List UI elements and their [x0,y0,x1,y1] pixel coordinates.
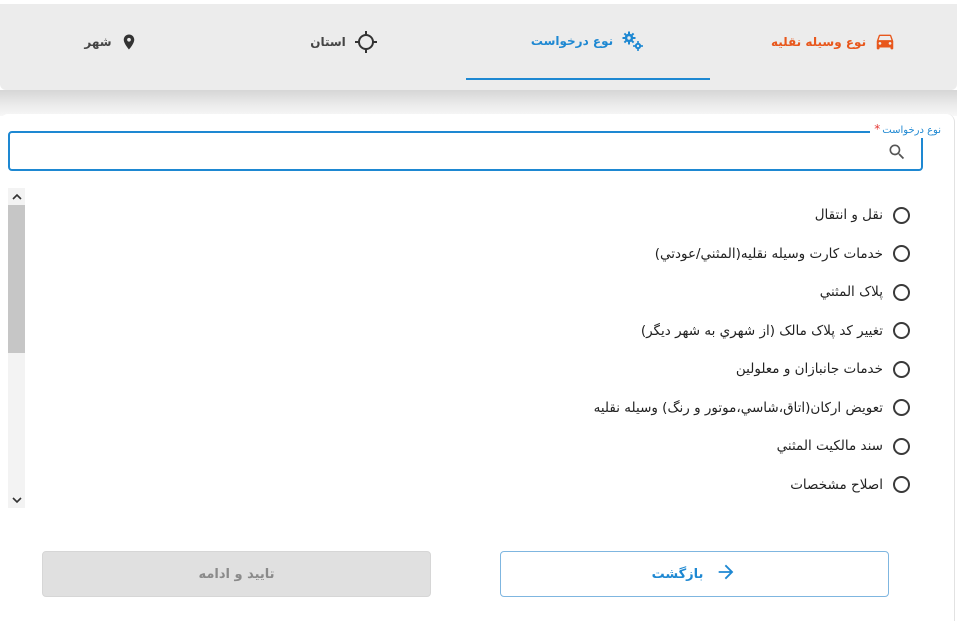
option-label: خدمات جانبازان و معلولين [735,361,883,377]
radio-button[interactable] [893,476,910,493]
tab-label: شهر [84,35,112,49]
tab-vehicle-type[interactable] [710,4,957,80]
crosshair-icon [354,30,378,54]
scroll-down-arrow-icon[interactable] [8,492,25,508]
radio-option[interactable] [820,273,910,311]
search-field[interactable] [8,131,923,171]
search-field-label [870,122,945,138]
option-label: نقل و انتقال [814,207,883,223]
tab-label: نوع درخواست [530,34,614,48]
options-scrollbar[interactable] [8,188,25,508]
option-label: خدمات كارت وسيله نقليه(المثني/عودتي) [654,245,883,262]
stepper-bar [0,4,957,90]
radio-button[interactable] [893,438,910,455]
option-label: تعويض اركان(اتاق،شاسي،موتور و رنگ) وسيله نقليه [593,399,883,416]
tab-province[interactable] [222,4,466,80]
tab-request-type[interactable] [466,4,710,80]
required-mark: * [874,122,881,136]
back-button[interactable] [500,551,889,597]
confirm-continue-button[interactable] [42,551,431,597]
radio-option[interactable] [736,350,910,388]
radio-button[interactable] [893,361,910,378]
gears-icon [621,30,645,52]
radio-option[interactable] [815,196,910,234]
option-label: پلاک المثني [819,284,883,300]
radio-button[interactable] [893,399,910,416]
car-icon [874,31,896,53]
radio-option[interactable] [594,389,910,427]
radio-button[interactable] [893,322,910,339]
map-pin-icon [120,31,138,53]
search-label-text: نوع درخواست [882,125,941,136]
search-input[interactable] [22,135,882,167]
option-label: اصلاح مشخصات [790,476,883,493]
radio-button[interactable] [893,245,910,262]
divider [0,90,957,116]
tab-label: استان [310,35,346,49]
scroll-up-arrow-icon[interactable] [8,188,25,204]
option-label: سند مالكيت المثني [776,438,883,454]
back-button-label: بازگشت [651,566,704,582]
radio-button[interactable] [893,207,910,224]
tab-label: نوع وسيله نقليه [770,35,867,49]
radio-option[interactable] [790,466,910,504]
search-icon[interactable] [887,142,907,166]
tab-city[interactable] [0,4,222,80]
radio-option[interactable] [777,427,910,465]
radio-option[interactable] [655,235,910,273]
arrow-right-icon [715,561,737,587]
radio-button[interactable] [893,284,910,301]
scrollbar-thumb[interactable] [8,205,25,353]
confirm-button-label: تاييد و ادامه [198,566,275,582]
option-label: تغيير کد پلاک مالک (از شهري به شهر ديگر) [640,322,883,339]
radio-option[interactable] [641,312,910,350]
